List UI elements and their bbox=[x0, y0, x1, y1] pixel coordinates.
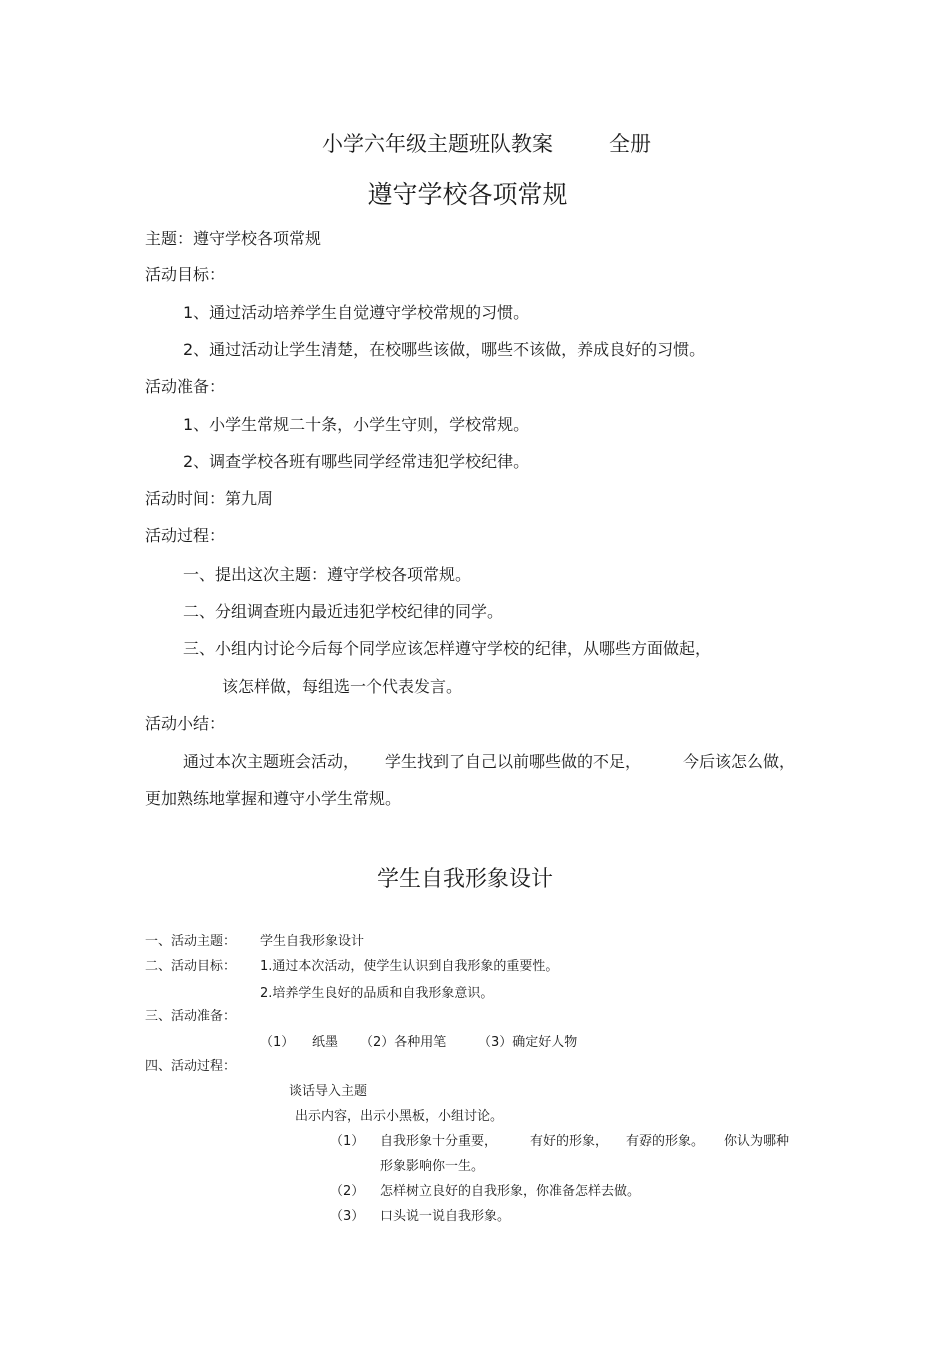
section2-process-label: 四、活动过程： bbox=[145, 1059, 237, 1074]
section2-q1-b: 有好的形象， bbox=[530, 1134, 609, 1149]
section1-summary-label: 活动小结： bbox=[145, 714, 226, 733]
section2-prep-1: 纸墨 bbox=[312, 1035, 339, 1050]
section1-theme: 主题：遵守学校各项常规 bbox=[145, 229, 322, 248]
section1-process-label: 活动过程： bbox=[145, 526, 226, 545]
section1-summary-c: 今后该怎么做， bbox=[683, 752, 796, 771]
section2-goal-label: 二、活动目标： bbox=[145, 959, 237, 974]
section1-time: 活动时间：第九周 bbox=[145, 489, 274, 508]
section2-theme: 学生自我形象设计 bbox=[260, 934, 365, 949]
section1-summary-b: 学生找到了自己以前哪些做的不足， bbox=[385, 752, 642, 771]
header-title: 小学六年级主题班队教案 bbox=[322, 132, 553, 156]
section1-goal-1: 1、通过活动培养学生自觉遵守学校常规的习惯。 bbox=[183, 303, 530, 322]
section1-summary-a: 通过本次主题班会活动， bbox=[183, 752, 360, 771]
section2-goal-2: 2.培养学生良好的品质和自我形象意识。 bbox=[260, 986, 494, 1001]
section2-q1-num: （1） bbox=[330, 1134, 365, 1149]
section2-q1-cont: 形象影响你一生。 bbox=[380, 1159, 485, 1174]
section2-prep-2: （2）各种用笔 bbox=[360, 1035, 447, 1050]
section1-prep-1: 1、小学生常规二十条，小学生守则，学校常规。 bbox=[183, 415, 530, 434]
section1-goal-label: 活动目标： bbox=[145, 265, 226, 284]
section2-theme-label: 一、活动主题： bbox=[145, 934, 237, 949]
section1-summary-line2: 更加熟练地掌握和遵守小学生常规。 bbox=[145, 789, 402, 808]
section1-step-3-cont: 该怎样做，每组选一个代表发言。 bbox=[222, 677, 463, 696]
section2-q1-a: 自我形象十分重要， bbox=[380, 1134, 498, 1149]
section2-q1-c: 有孬的形象。 bbox=[626, 1134, 705, 1149]
section1-step-1: 一、提出这次主题：遵守学校各项常规。 bbox=[183, 565, 472, 584]
section2-q1-d: 你认为哪种 bbox=[724, 1134, 790, 1149]
section1-title: 遵守学校各项常规 bbox=[367, 180, 568, 209]
section2-q2-num: （2） bbox=[330, 1184, 365, 1199]
document-header bbox=[322, 128, 651, 158]
section2-q3-num: （3） bbox=[330, 1209, 365, 1224]
section1-prep-2: 2、调查学校各班有哪些同学经常违犯学校纪律。 bbox=[183, 452, 530, 471]
section2-q3: 口头说一说自我形象。 bbox=[380, 1209, 511, 1224]
section1-step-3: 三、小组内讨论今后每个同学应该怎样遵守学校的纪律，从哪些方面做起， bbox=[183, 639, 712, 658]
section1-prep-label: 活动准备： bbox=[145, 377, 226, 396]
section2-prep-num-1: （1） bbox=[260, 1035, 295, 1050]
section2-prep-label: 三、活动准备： bbox=[145, 1009, 237, 1024]
section2-intro: 谈话导入主题 bbox=[289, 1084, 368, 1099]
section2-prep-3: （3）确定好人物 bbox=[478, 1035, 578, 1050]
section2-title: 学生自我形象设计 bbox=[376, 867, 553, 892]
section2-q2: 怎样树立良好的自我形象，你准备怎样去做。 bbox=[380, 1184, 641, 1199]
section2-goal-1: 1.通过本次活动，使学生认识到自我形象的重要性。 bbox=[260, 959, 559, 974]
header-suffix: 全册 bbox=[609, 132, 651, 156]
section1-step-2: 二、分组调查班内最近违犯学校纪律的同学。 bbox=[183, 602, 504, 621]
section2-show: 出示内容，出示小黑板，小组讨论。 bbox=[295, 1109, 504, 1124]
section1-goal-2: 2、通过活动让学生清楚，在校哪些该做，哪些不该做，养成良好的习惯。 bbox=[183, 340, 706, 359]
